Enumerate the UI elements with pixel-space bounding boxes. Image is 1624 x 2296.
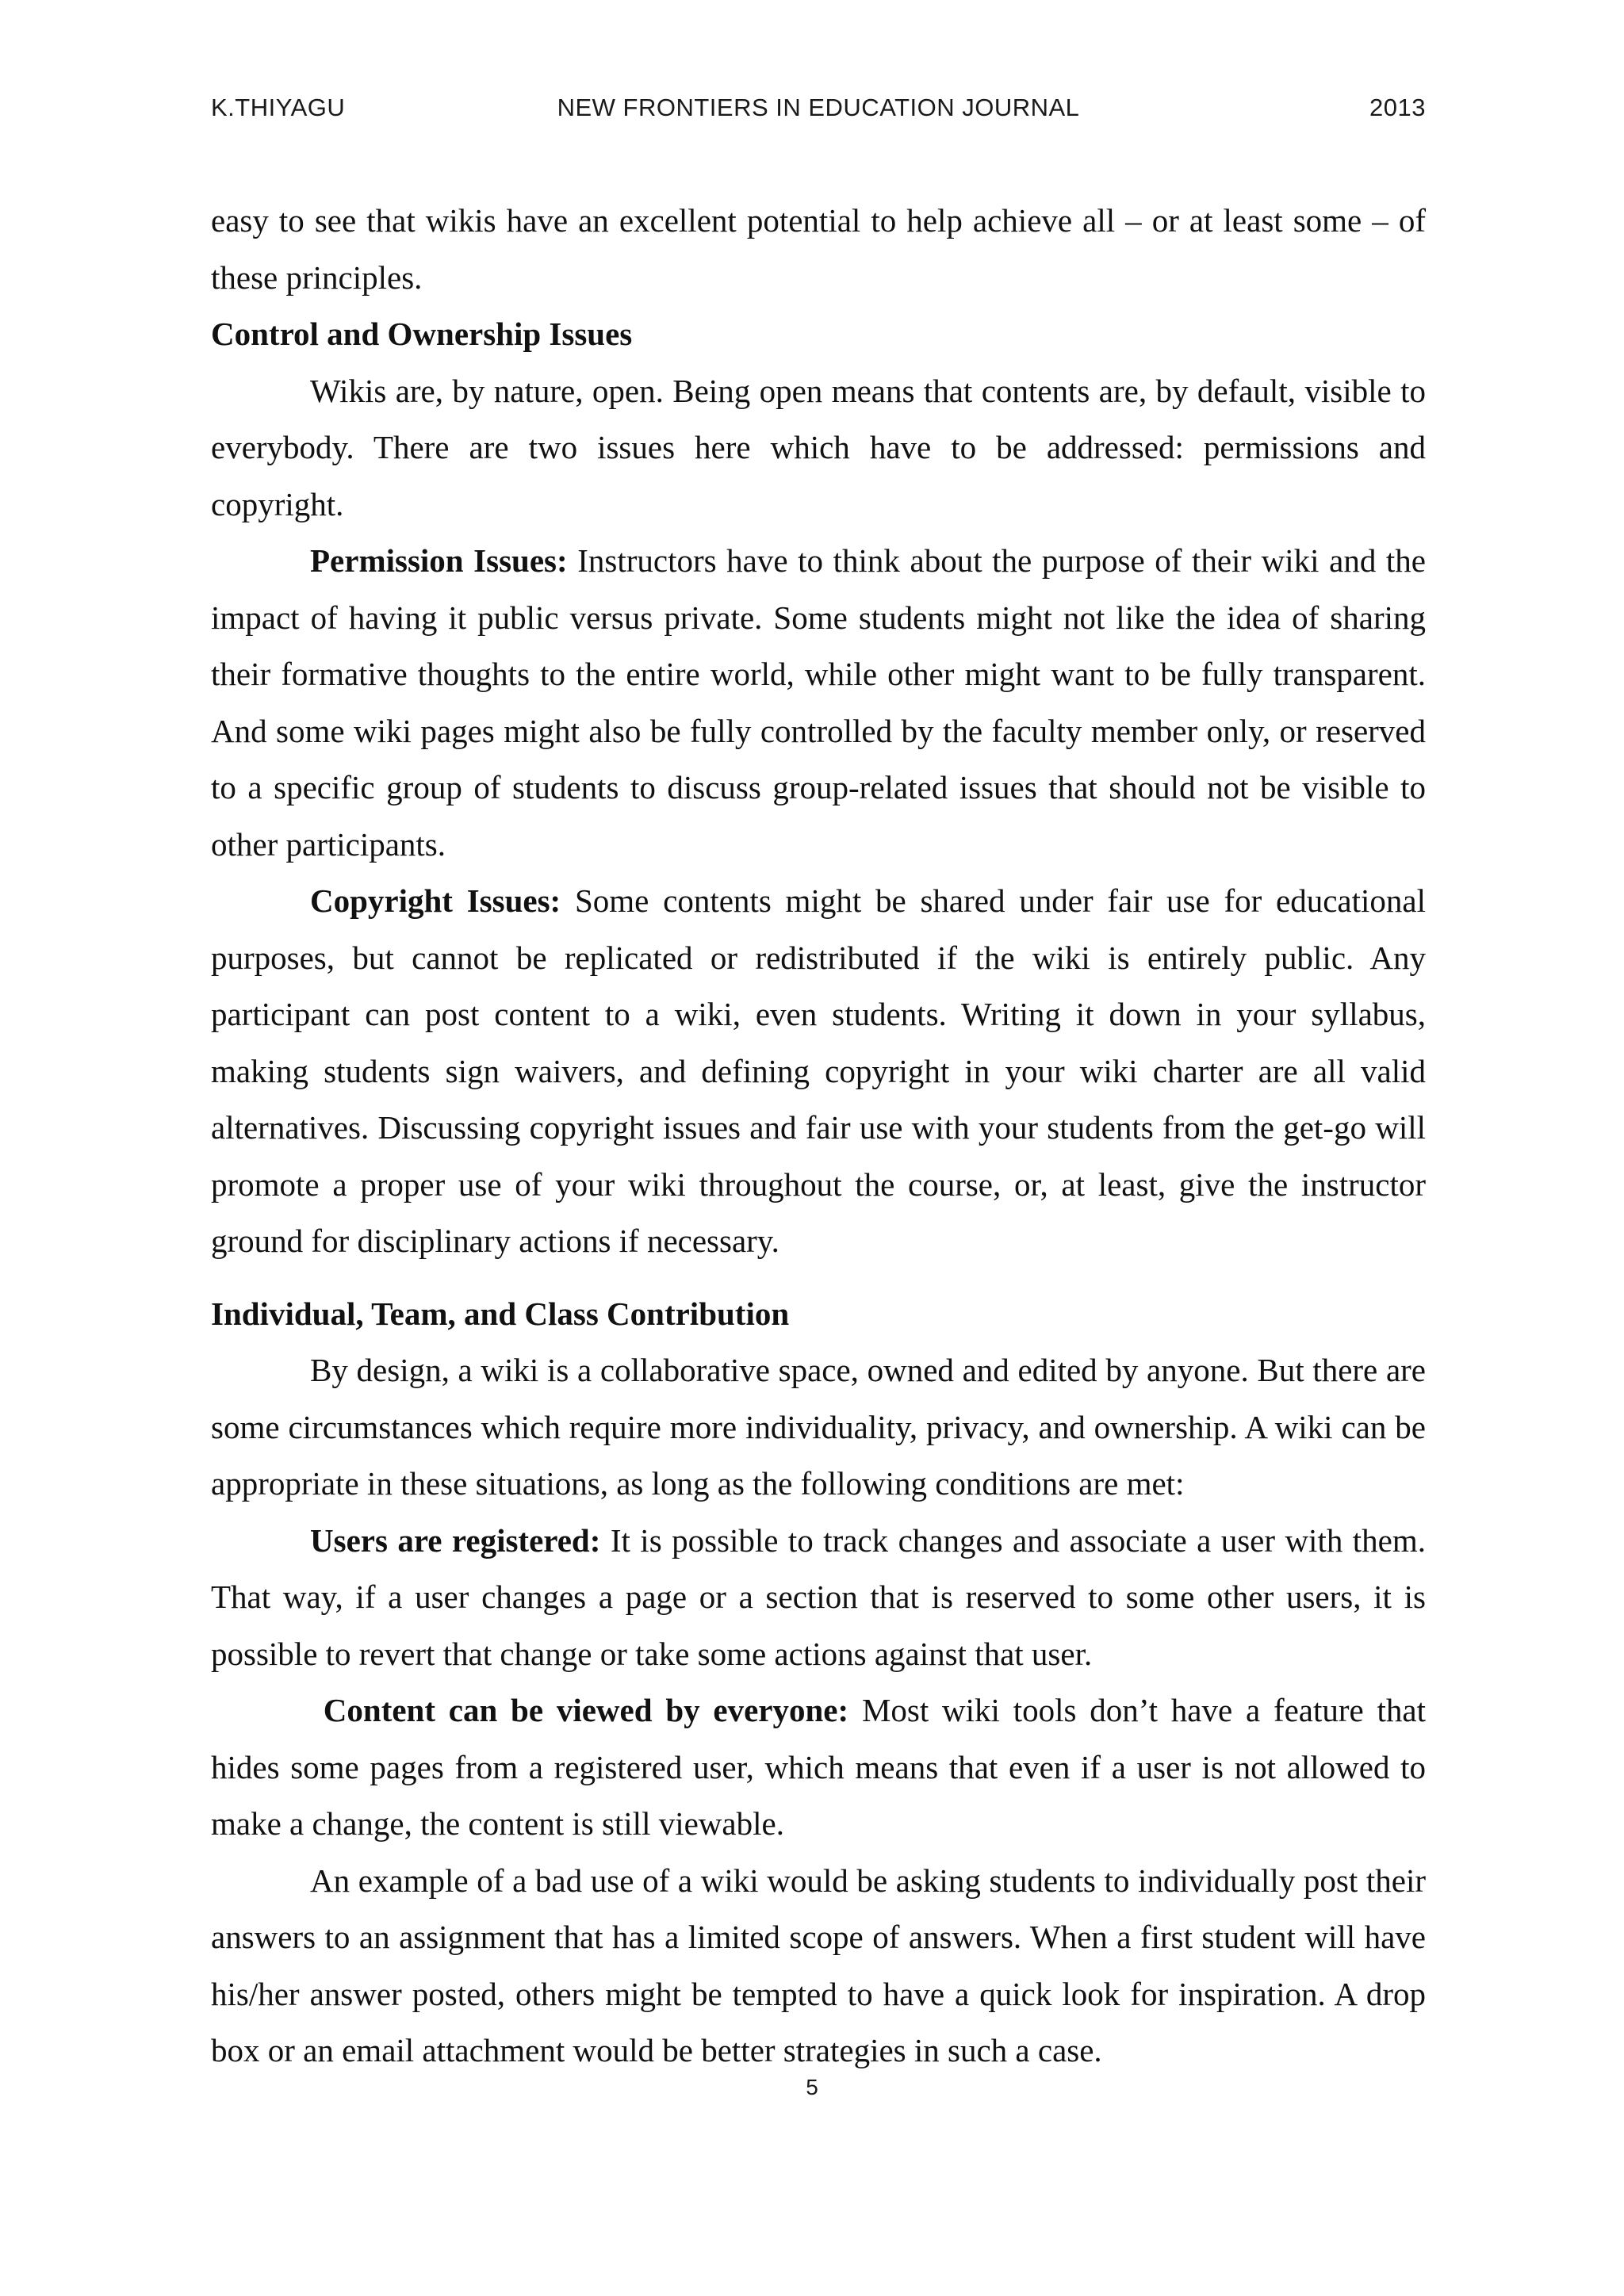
- paragraph-permission-issues: [211, 533, 1426, 873]
- body-text: [211, 193, 1426, 2080]
- section-heading-individual-team-class: Individual, Team, and Class Contribution: [211, 1295, 790, 1332]
- paragraph-wikis-open: Wikis are, by nature, open. Being open means that contents are, by default, visible to everybody. There are two issues here which have to be addressed: permissions and copyright.: [211, 372, 1426, 522]
- paragraph-bad-use-example: An example of a bad use of a wiki would be asking students to individually post their answers to an assignment that has a limited scope of answers. When a first student will have his/her answer posted, others might be tempted to have a quick look for inspiration. A drop box or an email attachment would be better strategies in such a case.: [211, 1862, 1426, 2068]
- copyright-issues-text: Some contents might be shared under fair use for educational purposes, but cannot be replicated or redistributed if the wiki is entirely public. Any participant can post content to a wiki, even students. Writing it down in your syllabus, making students sign waivers, and defining copyright in your wiki charter are all valid alternatives. Discussing copyright issues and fair use with your students from the get-go will promote a proper use of your wiki throughout the course, or, at least, give the instructor ground for disciplinary actions if necessary.: [211, 882, 1426, 1259]
- permission-issues-text: Instructors have to think about the purpose of their wiki and the impact of having it public versus private. Some students might not like the idea of sharing their formative thoughts to the entire world, while other might want to be fully transparent. And some wiki pages might also be fully controlled by the faculty member only, or reserved to a specific group of students to discuss group-related issues that should not be visible to other participants.: [211, 542, 1427, 863]
- paragraph-content-viewable: [211, 1682, 1426, 1853]
- header-year: 2013: [1369, 94, 1426, 121]
- users-registered-lead: Users are registered:: [310, 1521, 601, 1559]
- section-heading-control-ownership: Control and Ownership Issues: [211, 316, 633, 352]
- paragraph-copyright-issues: [211, 873, 1426, 1270]
- paragraph-by-design: By design, a wiki is a collaborative space, owned and edited by anyone. But there are some circumstances which require more individuality, privacy, and ownership. A wiki can be appropriate in these situations, as long as the following conditions are met:: [211, 1352, 1426, 1502]
- paragraph-intro: easy to see that wikis have an excellent potential to help achieve all – or at least some – of these principles.: [211, 202, 1426, 296]
- paragraph-users-registered: [211, 1513, 1426, 1683]
- header-journal-title: NEW FRONTIERS IN EDUCATION JOURNAL: [557, 94, 1080, 121]
- copyright-issues-lead: Copyright Issues:: [310, 882, 561, 919]
- content-viewable-lead: Content can be viewed by everyone:: [323, 1692, 849, 1728]
- users-registered-text: It is possible to track changes and associate a user with them. That way, if a user changes a page or a section that is reserved to some other users, it is possible to revert that change or take some actions against that user.: [211, 1521, 1426, 1672]
- header-author: K.THIYAGU: [211, 94, 346, 121]
- content-viewable-text: Most wiki tools don’t have a feature that hides some pages from a registered user, which means that even if a user is not allowed to make a change, the content is still viewable.: [211, 1692, 1426, 1842]
- running-header: [211, 94, 1426, 141]
- page-number: 5: [806, 2075, 818, 2099]
- permission-issues-lead: Permission Issues:: [310, 542, 568, 579]
